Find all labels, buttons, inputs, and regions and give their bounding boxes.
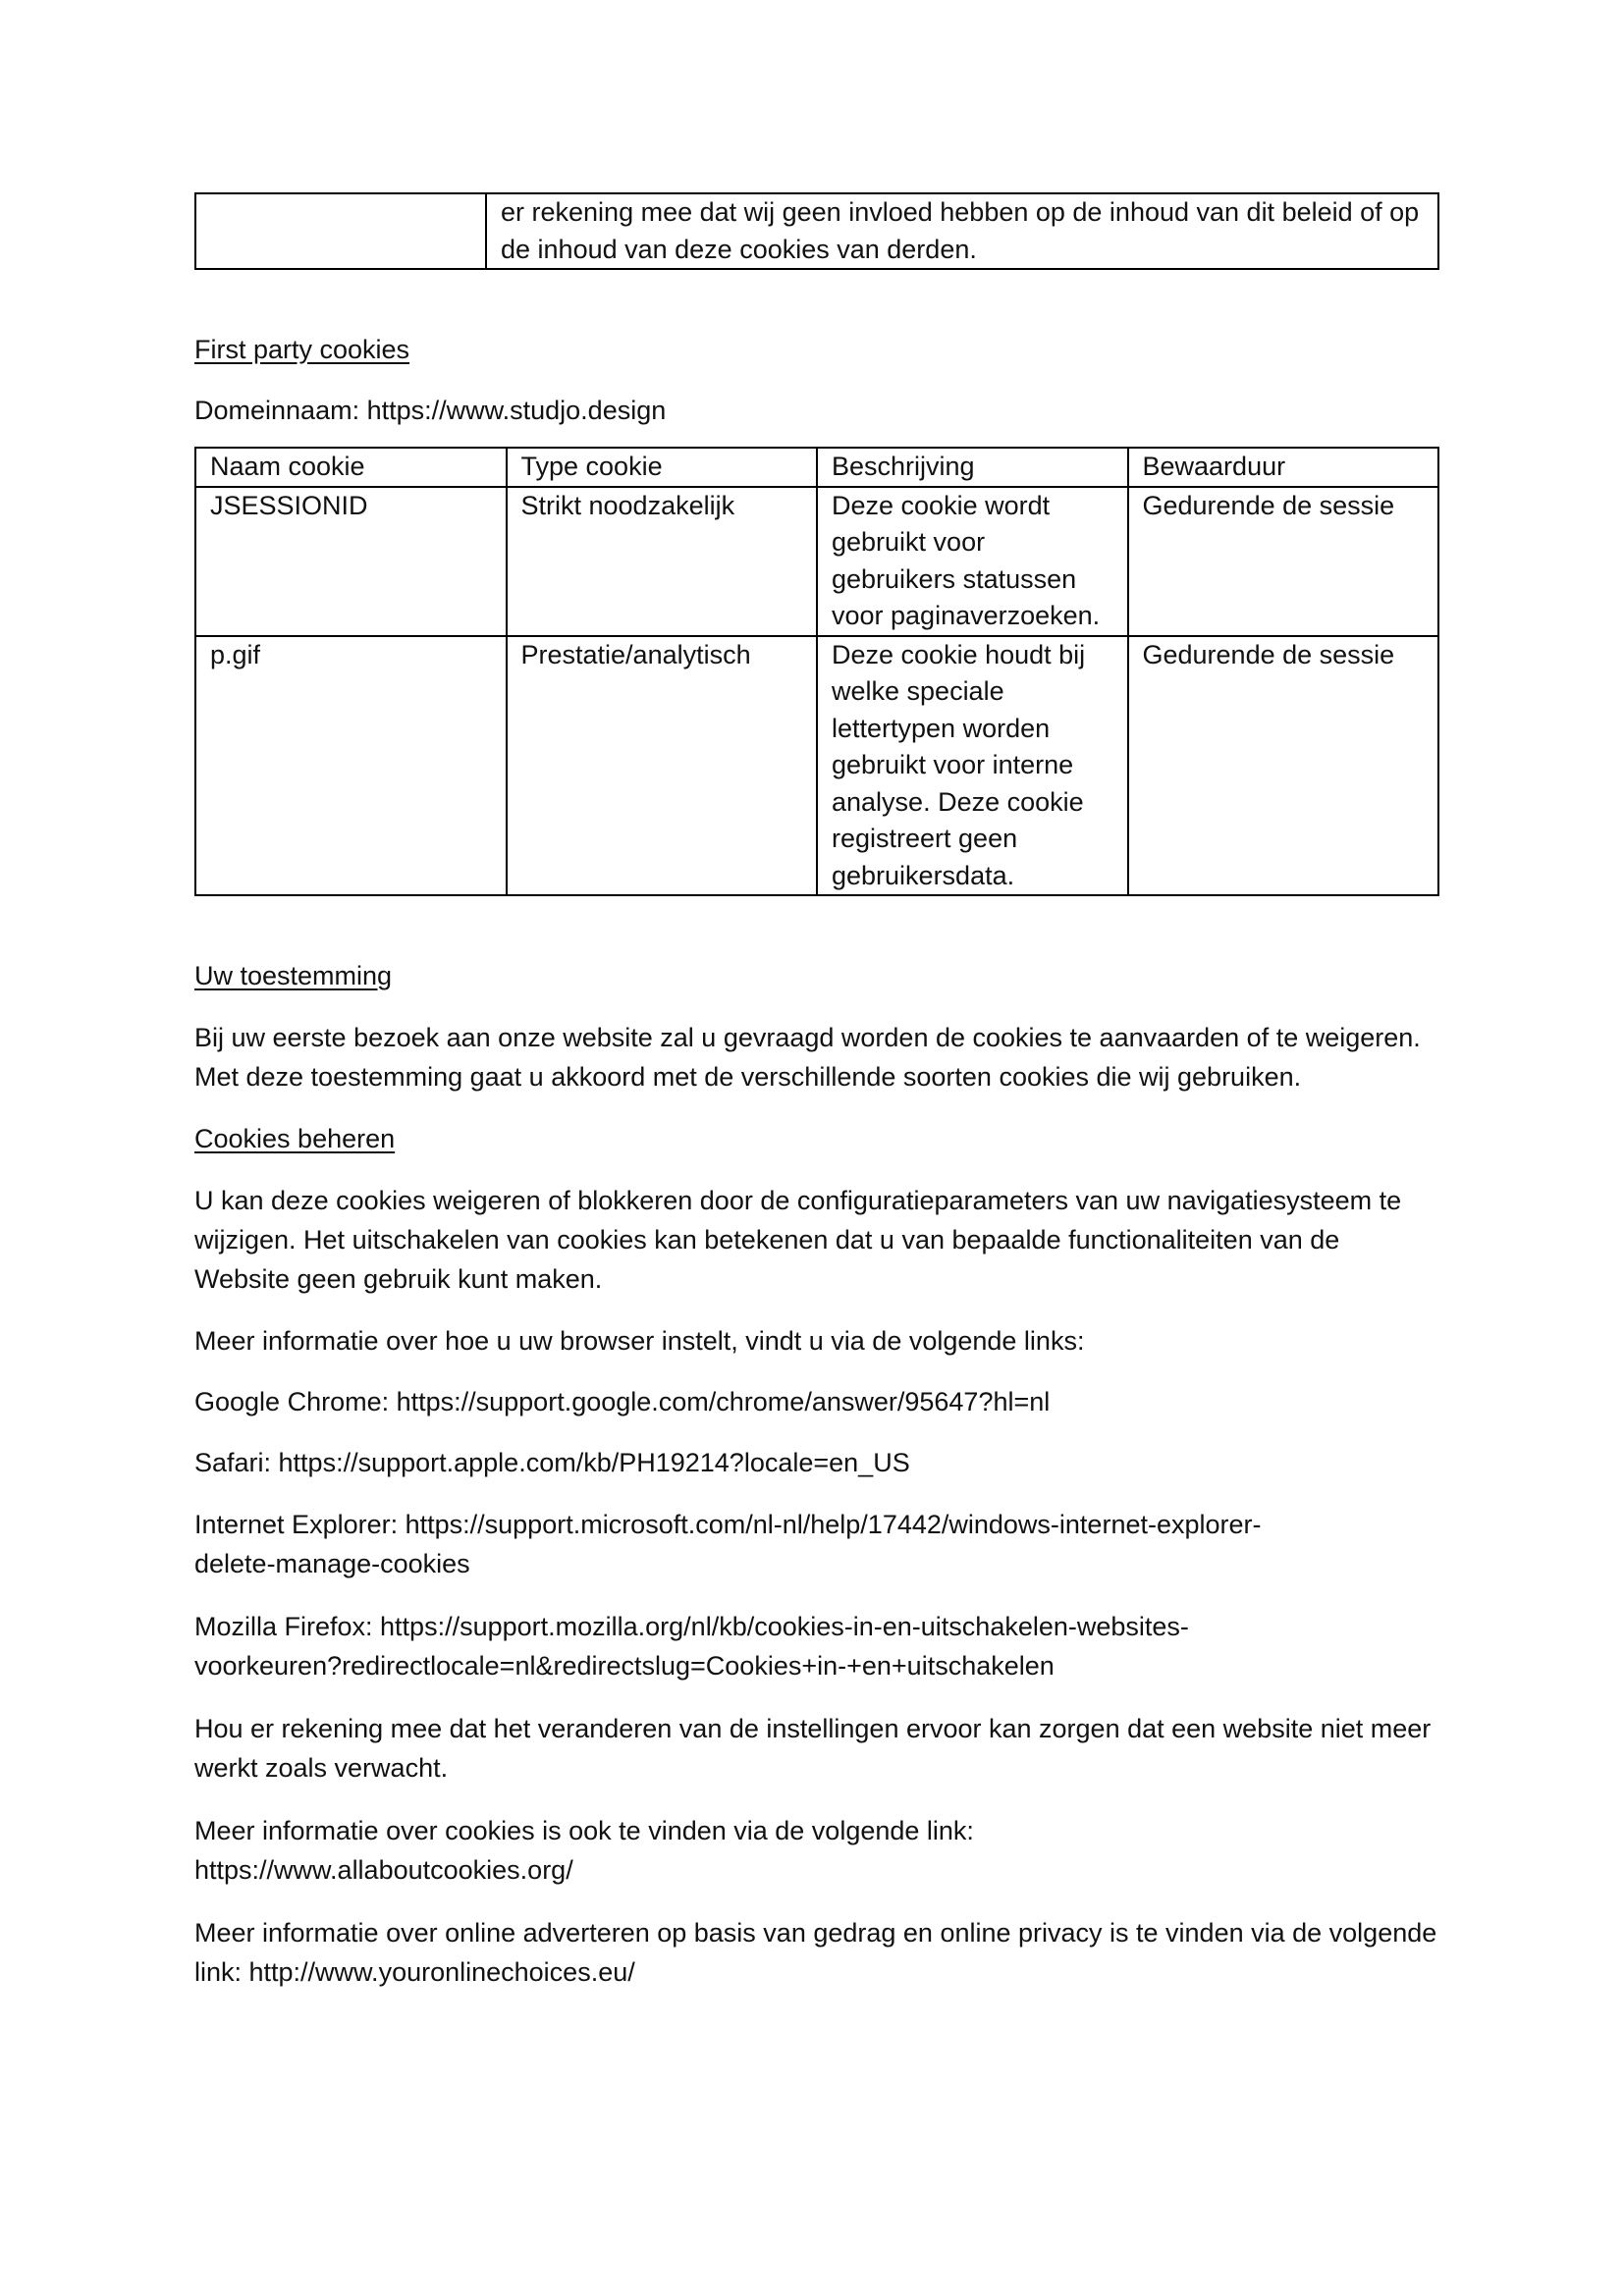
cookie-name: p.gif	[195, 636, 507, 896]
column-header: Type cookie	[507, 448, 818, 487]
column-header: Bewaarduur	[1128, 448, 1439, 487]
allaboutcookies-link[interactable]: https://www.allaboutcookies.org/	[194, 1855, 573, 1885]
links-intro: Meer informatie over hoe u uw browser instelt, vindt u via de volgende links:	[194, 1326, 1085, 1356]
page-content	[194, 192, 1439, 1992]
cookie-name: JSESSIONID	[195, 487, 507, 636]
table-row	[195, 636, 1438, 896]
cookie-description: Deze cookie houdt bij welke speciale lettertypen worden gebruikt voor interne analyse. Deze cookie registreert geen gebruikersdata.	[817, 636, 1128, 896]
table-row	[195, 193, 1438, 269]
online-ads-info: Meer informatie over online adverteren op basis van gedrag en online privacy is te vinden via de volgende link: http://www.youronlinechoices.eu/	[194, 1918, 1437, 1987]
consent-heading: Uw toestemming	[194, 961, 393, 990]
column-header: Beschrijving	[817, 448, 1128, 487]
settings-warning: Hou er rekening mee dat het veranderen van de instellingen ervoor kan zorgen dat een website niet meer werkt zoals verwacht.	[194, 1714, 1432, 1783]
first-party-heading: First party cookies	[194, 335, 410, 364]
consent-text: Bij uw eerste bezoek aan onze website zal u gevraagd worden de cookies te aanvaarden of te weigeren. Met deze toestemming gaat u akkoord met de verschillende soorten cookies die wij gebruiken.	[194, 1023, 1421, 1092]
more-cookies-text: Meer informatie over cookies is ook te vinden via de volgende link:	[194, 1816, 974, 1845]
chrome-link[interactable]: Google Chrome: https://support.google.com/chrome/answer/95647?hl=nl	[194, 1387, 1051, 1416]
domain-line: Domeinnaam: https://www.studjo.design	[194, 396, 667, 425]
more-cookies-info	[194, 1811, 1439, 1890]
cookie-type: Prestatie/analytisch	[507, 636, 818, 896]
firefox-link[interactable]	[194, 1607, 1439, 1685]
safari-link[interactable]: Safari: https://support.apple.com/kb/PH19214?locale=en_US	[194, 1448, 910, 1477]
firefox-link-line1: Mozilla Firefox: https://support.mozilla.org/nl/kb/cookies-in-en-uitschakelen-websites-	[194, 1612, 1189, 1641]
cookie-table	[194, 447, 1439, 896]
firefox-link-line2: voorkeuren?redirectlocale=nl&redirectslug=Cookies+in-+en+uitschakelen	[194, 1651, 1055, 1681]
continuation-table	[194, 192, 1439, 270]
manage-intro: U kan deze cookies weigeren of blokkeren door de configuratieparameters van uw navigatiesysteem te wijzigen. Het uitschakelen van cookies kan betekenen dat u van bepaalde functionaliteiten van de Website geen gebruik kunt maken.	[194, 1186, 1402, 1294]
table-cell-text: er rekening mee dat wij geen invloed hebben op de inhoud van dit beleid of op de inhoud van deze cookies van derden.	[486, 193, 1438, 269]
cookie-retention: Gedurende de sessie	[1128, 636, 1439, 896]
cookie-description: Deze cookie wordt gebruikt voor gebruikers statussen voor paginaverzoeken.	[817, 487, 1128, 636]
table-cell-empty	[195, 193, 486, 269]
cookie-retention: Gedurende de sessie	[1128, 487, 1439, 636]
ie-link[interactable]	[194, 1505, 1439, 1583]
manage-heading: Cookies beheren	[194, 1124, 396, 1153]
table-header-row	[195, 448, 1438, 487]
ie-link-line1: Internet Explorer: https://support.microsoft.com/nl-nl/help/17442/windows-internet-explorer-	[194, 1510, 1262, 1539]
cookie-type: Strikt noodzakelijk	[507, 487, 818, 636]
ie-link-line2: delete-manage-cookies	[194, 1549, 470, 1578]
table-row	[195, 487, 1438, 636]
column-header: Naam cookie	[195, 448, 507, 487]
